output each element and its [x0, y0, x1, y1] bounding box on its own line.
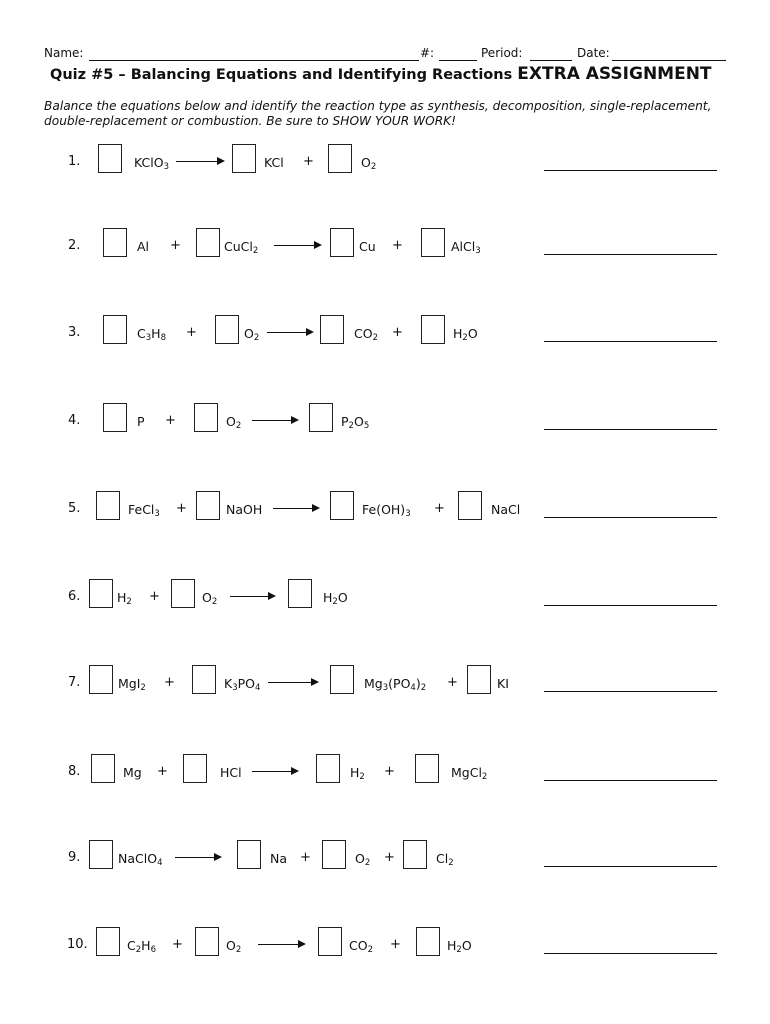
plus-sign: + [176, 501, 187, 516]
chemical-formula: KI [497, 676, 509, 691]
coefficient-box[interactable] [103, 315, 127, 344]
title-main: Quiz #5 – Balancing Equations and Identifying Reactions [50, 67, 513, 83]
coefficient-box[interactable] [183, 754, 207, 783]
coefficient-box[interactable] [215, 315, 239, 344]
plus-sign: + [186, 325, 197, 340]
chemical-formula: $CO_2$ [354, 326, 378, 343]
coefficient-box[interactable] [195, 927, 219, 956]
chemical-formula: HCl [220, 765, 242, 780]
equation-row [0, 142, 770, 182]
plus-sign: + [303, 154, 314, 169]
chemical-formula: Na [270, 851, 288, 866]
coefficient-box[interactable] [192, 665, 216, 694]
reaction-type-answer-line[interactable] [544, 429, 717, 430]
chemical-formula: $H_2O$ [323, 590, 348, 607]
chemical-formula: MgI$_2$ [118, 676, 146, 693]
period-label: Period: [481, 46, 523, 60]
coefficient-box[interactable] [103, 403, 127, 432]
coefficient-box[interactable] [415, 754, 439, 783]
equation-number: 2. [68, 238, 81, 253]
equation-row [0, 226, 770, 266]
chemical-formula: $H_2O$ [447, 938, 472, 955]
coefficient-box[interactable] [320, 315, 344, 344]
coefficient-box[interactable] [194, 403, 218, 432]
chemical-formula: Cu [359, 239, 376, 254]
reaction-type-answer-line[interactable] [544, 691, 717, 692]
coefficient-box[interactable] [318, 927, 342, 956]
reaction-arrow [252, 420, 297, 421]
equation-row [0, 663, 770, 703]
plus-sign: + [164, 675, 175, 690]
plus-sign: + [384, 850, 395, 865]
equation-number: 10. [67, 937, 88, 952]
equation-row [0, 577, 770, 617]
equation-row [0, 752, 770, 792]
reaction-type-answer-line[interactable] [544, 170, 717, 171]
equation-number: 9. [68, 850, 81, 865]
equation-number: 6. [68, 589, 81, 604]
reaction-type-answer-line[interactable] [544, 780, 717, 781]
chemical-formula: P [137, 414, 145, 429]
chemical-formula: Mg [123, 765, 142, 780]
equation-row [0, 489, 770, 529]
period-field[interactable] [530, 60, 572, 61]
reaction-arrow [274, 245, 320, 246]
coefficient-box[interactable] [316, 754, 340, 783]
reaction-type-answer-line[interactable] [544, 517, 717, 518]
chemical-formula: KCl [264, 155, 284, 170]
coefficient-box[interactable] [98, 144, 122, 173]
reaction-type-answer-line[interactable] [544, 341, 717, 342]
reaction-type-answer-line[interactable] [544, 605, 717, 606]
chemical-formula: $CO_2$ [349, 938, 373, 955]
reaction-arrow [176, 161, 223, 162]
chemical-formula: $O_2$ [226, 938, 242, 955]
plus-sign: + [165, 413, 176, 428]
plus-sign: + [157, 764, 168, 779]
plus-sign: + [172, 937, 183, 952]
coefficient-box[interactable] [103, 228, 127, 257]
chemical-formula: $Mg_3(PO_4)_2$ [364, 676, 427, 693]
chemical-formula: Al [137, 239, 150, 254]
chemical-formula: NaClO$_4$ [118, 851, 163, 868]
coefficient-box[interactable] [237, 840, 261, 869]
equation-number: 8. [68, 764, 81, 779]
chemical-formula: NaCl [491, 502, 521, 517]
chemical-formula: $O_2$ [361, 155, 377, 172]
reaction-arrow [252, 771, 297, 772]
coefficient-box[interactable] [309, 403, 333, 432]
coefficient-box[interactable] [91, 754, 115, 783]
chemical-formula: $C_2H_6$ [127, 938, 156, 955]
coefficient-box[interactable] [196, 491, 220, 520]
name-label: Name: [44, 46, 84, 60]
equation-number: 3. [68, 325, 81, 340]
reaction-arrow [268, 682, 317, 683]
reaction-arrow [258, 944, 304, 945]
coefficient-box[interactable] [232, 144, 256, 173]
coefficient-box[interactable] [458, 491, 482, 520]
reaction-arrow [230, 596, 274, 597]
plus-sign: + [300, 850, 311, 865]
reaction-arrow [273, 508, 318, 509]
coefficient-box[interactable] [421, 315, 445, 344]
reaction-type-answer-line[interactable] [544, 866, 717, 867]
chemical-formula: KClO$_3$ [134, 155, 169, 172]
reaction-type-answer-line[interactable] [544, 254, 717, 255]
plus-sign: + [149, 589, 160, 604]
coefficient-box[interactable] [322, 840, 346, 869]
plus-sign: + [447, 675, 458, 690]
equation-number: 7. [68, 675, 81, 690]
number-label: #: [420, 46, 435, 60]
chemical-formula: $P_2O_5$ [341, 414, 370, 431]
header [44, 46, 726, 64]
chemical-formula: $O_2$ [355, 851, 371, 868]
coefficient-box[interactable] [288, 579, 312, 608]
coefficient-box[interactable] [89, 665, 113, 694]
coefficient-box[interactable] [330, 228, 354, 257]
chemical-formula: $Cl_2$ [436, 851, 454, 868]
chemical-formula: NaOH [226, 502, 263, 517]
coefficient-box[interactable] [403, 840, 427, 869]
chemical-formula: MgCl$_2$ [451, 765, 488, 782]
coefficient-box[interactable] [330, 665, 354, 694]
chemical-formula: $H_2$ [117, 590, 132, 607]
plus-sign: + [392, 238, 403, 253]
plus-sign: + [170, 238, 181, 253]
equation-row [0, 925, 770, 965]
chemical-formula: $K_3PO_4$ [224, 676, 261, 693]
coefficient-box[interactable] [467, 665, 491, 694]
date-field[interactable] [612, 60, 726, 61]
coefficient-box[interactable] [328, 144, 352, 173]
reaction-arrow [267, 332, 312, 333]
reaction-arrow [175, 857, 220, 858]
equation-row [0, 401, 770, 441]
chemical-formula: $O_2$ [226, 414, 242, 431]
equation-row [0, 313, 770, 353]
chemical-formula: AlCl$_3$ [451, 239, 481, 256]
page-title [50, 64, 720, 84]
instructions: Balance the equations below and identify the reaction type as synthesis, decomposition, single-replacement, double-replacement or combustion. Be sure to SHOW YOUR WORK! [44, 99, 712, 128]
chemical-formula: $Fe(OH)_3$ [362, 502, 411, 519]
coefficient-box[interactable] [416, 927, 440, 956]
equation-number: 5. [68, 501, 81, 516]
plus-sign: + [434, 501, 445, 516]
coefficient-box[interactable] [96, 491, 120, 520]
chemical-formula: $O_2$ [244, 326, 260, 343]
date-label: Date: [577, 46, 610, 60]
coefficient-box[interactable] [196, 228, 220, 257]
equation-row [0, 838, 770, 878]
chemical-formula: $H_2O$ [453, 326, 478, 343]
reaction-type-answer-line[interactable] [544, 953, 717, 954]
coefficient-box[interactable] [330, 491, 354, 520]
coefficient-box[interactable] [421, 228, 445, 257]
coefficient-box[interactable] [89, 840, 113, 869]
name-field[interactable] [89, 60, 419, 61]
chemical-formula: $O_2$ [202, 590, 218, 607]
chemical-formula: CuCl$_2$ [224, 239, 259, 256]
plus-sign: + [390, 937, 401, 952]
chemical-formula: $H_2$ [350, 765, 365, 782]
number-field[interactable] [439, 60, 477, 61]
equation-number: 4. [68, 413, 81, 428]
coefficient-box[interactable] [171, 579, 195, 608]
chemical-formula: FeCl$_3$ [128, 502, 160, 519]
equation-number: 1. [68, 154, 81, 169]
title-extra: EXTRA ASSIGNMENT [517, 64, 712, 84]
plus-sign: + [384, 764, 395, 779]
coefficient-box[interactable] [89, 579, 113, 608]
chemical-formula: $C_3H_8$ [137, 326, 166, 343]
plus-sign: + [392, 325, 403, 340]
coefficient-box[interactable] [96, 927, 120, 956]
